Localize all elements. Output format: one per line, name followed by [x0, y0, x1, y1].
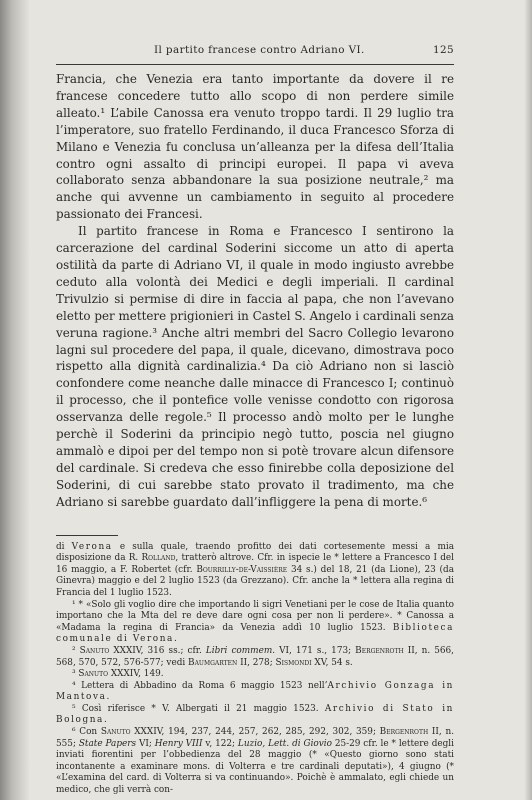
footnote-6: ⁶ Con Sanuto XXXIV, 194, 237, 244, 257, 262, 285, 292, 302, 359; Bergenroth II, n. 555; State Papers VI; Henry VIII v, 122; Luzio, Lett. di Giovio 25-29 cfr. le * lettere degli inviati fiorentini per l’obbedienza del 28 maggio (* «Questo giorno sono stati incontanente a examinare mons. di Volterra e tre cardinali deputati»), 4 giugno (* «L’examina del card. di Volterra si va continuando». Poichè è ammalato, egli chiede un medico, che gli verrà con-	[56, 727, 455, 796]
footnote-2: ² Sanuto XXXIV, 316 ss.; cfr. Libri commem. VI, 171 s., 173; Bergenroth II, n. 566, 568, 570, 572, 576-577; vedi Baumgarten II, 278; Sismondi XV, 54 s.	[56, 645, 454, 668]
footnote-continuation: di Verona e sulla quale, traendo profitto dei dati cortesemente messi a mia disposizione da R. Rolland, tratterò altrove. Cfr. in ispecie le * lettere a Francesco I del 16 maggio, a F. Robertet (cfr. Bourrilly-de-Vaissière 34 s.) del 18, 21 (da Lione), 23 (da Ginevra) maggio e del 2 luglio 1523 (da Grezzano). Cfr. anche la * lettera alla regina di Francia del 1 luglio 1523.	[56, 541, 454, 598]
page-edge-right	[524, 0, 532, 800]
footnote-5: ⁵ Così riferisce * V. Albergati il 21 maggio 1523. Archivio di Stato in Bologna.	[56, 703, 454, 726]
running-title: Il partito francese contro Adriano VI.	[154, 44, 365, 56]
header-rule	[56, 64, 454, 65]
page-gutter-shadow	[0, 0, 30, 800]
footnote-separator	[56, 535, 118, 536]
footnote-4: ⁴ Lettera di Abbadino da Roma 6 maggio 1523 nell’Archivio Gonzaga in Mantova.	[56, 680, 454, 703]
page-content	[56, 44, 454, 797]
main-text	[56, 71, 454, 511]
page-number: 125	[432, 44, 454, 56]
running-head	[56, 44, 454, 62]
paragraph: Francia, che Venezia era tanto importante da dovere il re francese concedere tutto allo scopo di non perdere simile alleato.¹ L’abile Canossa era venuto troppo tardi. Il 29 luglio tra l’imperatore, suo fratello Ferdinando, il duca Francesco Sforza di Milano e Venezia fu conclusa un’alleanza per la difesa dell’Italia contro ogni assalto di principi europei. Il papa vi aveva collaborato senza abbandonare la sua posizione neutrale,² ma anche qui avvenne un cambiamento in seguito al procedere passionato dei Francesi.	[56, 72, 454, 222]
paragraph: Il partito francese in Roma e Francesco I sentirono la carcerazione del cardinal Soderini siccome un atto di aperta ostilità da parte di Adriano VI, il quale in modo ingiusto avrebbe ceduto alla volontà dei Medici e degli imperiali. Il cardinal Trivulzio si permise di dire in faccia al papa, che non l’avevano eletto per mettere prigionieri in Castel S. Angelo i cardinali senza veruna ragione.³ Anche altri membri del Sacro Collegio levarono lagni sul procedere del papa, il quale, dicevano, dimostrava poco rispetto alla dignità cardinalizia.⁴ Da ciò Adriano non si lasciò confondere come neanche dalle minacce di Francesco I; continuò il processo, che il pontefice volle venisse condotto con rigorosa osservanza delle regole.⁵ Il processo andò molto per le lunghe perchè il Soderini da principio negò tutto, poscia nel giugno ammalò e dipoi per del tempo non si potè trovare alcun difensore del cardinale. Si credeva che esso finirebbe colla deposizione del Soderini, di cui sarebbe stato provato il tradimento, ma che Adriano si sarebbe guardato dall’infliggere la pena di morte.⁶	[56, 224, 454, 509]
footnote-3: ³ Sanuto XXXIV, 149.	[72, 669, 164, 680]
footnotes	[56, 542, 454, 797]
footnote-1: ¹ * «Solo gli voglio dire che importando li sigri Venetiani per le cose de Italia quanto importano che la Mta del re deve dare ogni cosa per non li perdere». * Canossa a «Madama la regina di Francia» da Venezia addì 10 luglio 1523. Biblioteca comunale di Verona.	[56, 599, 454, 645]
